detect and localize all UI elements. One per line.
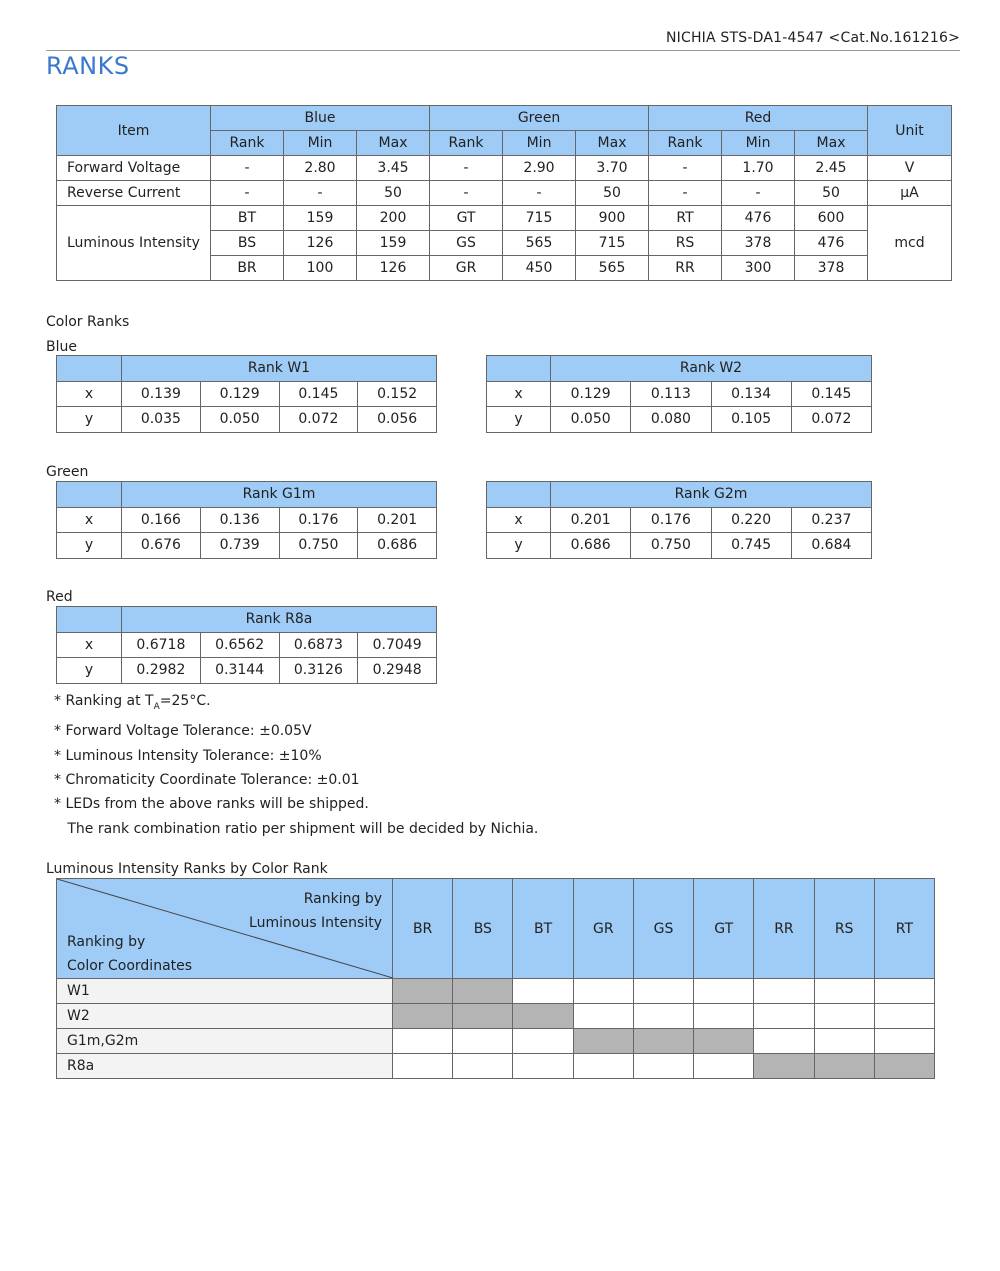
- table-cell: -: [503, 181, 576, 206]
- table-cell: BR: [211, 256, 284, 281]
- table-cell: 565: [576, 256, 649, 281]
- table-cell: -: [430, 181, 503, 206]
- table-cell: 0.145: [791, 381, 871, 407]
- table-cell: RS: [649, 231, 722, 256]
- table-cell: 0.134: [711, 381, 791, 407]
- unit-cell: V: [868, 156, 952, 181]
- note-item: * Luminous Intensity Tolerance: ±10%: [54, 747, 322, 764]
- empty-cell: [874, 1004, 934, 1029]
- column-header: RS: [814, 879, 874, 979]
- sub-header: Min: [284, 131, 357, 156]
- table-cell: 0.136: [200, 507, 279, 533]
- empty-cell: [874, 1029, 934, 1054]
- table-row: [57, 156, 952, 181]
- table-cell: 159: [284, 206, 357, 231]
- table-cell: 0.152: [358, 381, 437, 407]
- table-row: [57, 979, 935, 1004]
- rank-g2m-table: [486, 481, 872, 559]
- table-cell: 0.139: [122, 381, 201, 407]
- sub-header: Rank: [211, 131, 284, 156]
- column-header: GS: [633, 879, 693, 979]
- axis-label: x: [487, 381, 551, 407]
- table-cell: 50: [357, 181, 430, 206]
- table-cell: 3.45: [357, 156, 430, 181]
- axis-label: y: [57, 407, 122, 433]
- axis-label: y: [487, 407, 551, 433]
- axis-label: y: [57, 533, 122, 559]
- table-row: [487, 381, 872, 407]
- table-cell: 600: [795, 206, 868, 231]
- sub-header: Min: [503, 131, 576, 156]
- table-cell: RR: [649, 256, 722, 281]
- table-cell: 476: [722, 206, 795, 231]
- rank-g1m-table: [56, 481, 437, 559]
- table-cell: BT: [211, 206, 284, 231]
- table-row: [57, 1029, 935, 1054]
- column-header: BS: [453, 879, 513, 979]
- note-text: * Ranking at T: [54, 693, 154, 709]
- table-row: [57, 632, 437, 658]
- table-cell: 0.3126: [279, 658, 358, 684]
- table-cell: 0.080: [631, 407, 711, 433]
- table-cell: 0.6718: [122, 632, 201, 658]
- table-row: [57, 658, 437, 684]
- table-cell: 3.70: [576, 156, 649, 181]
- empty-cell: [393, 1054, 453, 1079]
- table-cell: -: [722, 181, 795, 206]
- lum-by-color-heading: Luminous Intensity Ranks by Color Rank: [46, 861, 328, 877]
- table-cell: 0.220: [711, 507, 791, 533]
- axis-label: y: [57, 658, 122, 684]
- unit-cell: μA: [868, 181, 952, 206]
- rank-title: Rank G1m: [122, 482, 437, 508]
- note-item: * LEDs from the above ranks will be shipped.: [54, 796, 369, 813]
- table-row: [487, 507, 872, 533]
- table-row: [57, 407, 437, 433]
- row-label: R8a: [57, 1054, 393, 1079]
- empty-cell: [633, 979, 693, 1004]
- table-cell: 100: [284, 256, 357, 281]
- table-cell: 0.2948: [358, 658, 437, 684]
- table-cell: 900: [576, 206, 649, 231]
- page-title: RANKS: [46, 52, 130, 80]
- table-row: [57, 533, 437, 559]
- green-group-header: Green: [430, 106, 649, 131]
- table-cell: 0.113: [631, 381, 711, 407]
- axis-label: x: [487, 507, 551, 533]
- column-header: GT: [694, 879, 754, 979]
- table-cell: 0.176: [631, 507, 711, 533]
- sub-header: Rank: [430, 131, 503, 156]
- table-cell: 2.80: [284, 156, 357, 181]
- empty-cell: [513, 1054, 573, 1079]
- color-ranks-heading: Color Ranks: [46, 314, 130, 330]
- table-cell: 0.129: [551, 381, 631, 407]
- empty-cell: [694, 979, 754, 1004]
- table-cell: GT: [430, 206, 503, 231]
- unit-cell: mcd: [868, 206, 952, 281]
- table-cell: 0.739: [200, 533, 279, 559]
- ranks-table: [56, 105, 952, 281]
- table-cell: 0.072: [791, 407, 871, 433]
- empty-cell: [754, 1004, 814, 1029]
- table-cell: 1.70: [722, 156, 795, 181]
- empty-cell: [814, 1004, 874, 1029]
- red-group-header: Red: [649, 106, 868, 131]
- table-row: [57, 381, 437, 407]
- table-row: [57, 1004, 935, 1029]
- table-cell: RT: [649, 206, 722, 231]
- table-row: [57, 507, 437, 533]
- item-header: Item: [57, 106, 211, 156]
- table-cell: 0.166: [122, 507, 201, 533]
- table-cell: 0.745: [711, 533, 791, 559]
- table-cell: 450: [503, 256, 576, 281]
- empty-cell: [513, 979, 573, 1004]
- table-cell: -: [430, 156, 503, 181]
- table-cell: 0.072: [279, 407, 358, 433]
- table-row: [487, 533, 872, 559]
- table-cell: 0.056: [358, 407, 437, 433]
- table-cell: 0.050: [200, 407, 279, 433]
- table-cell: 0.684: [791, 533, 871, 559]
- table-cell: 378: [795, 256, 868, 281]
- column-header: GR: [573, 879, 633, 979]
- table-cell: 715: [503, 206, 576, 231]
- table-cell: 476: [795, 231, 868, 256]
- table-cell: 0.145: [279, 381, 358, 407]
- corner-bottom-label: [67, 930, 192, 978]
- notes: [54, 689, 538, 841]
- column-header: BR: [393, 879, 453, 979]
- table-cell: 0.750: [631, 533, 711, 559]
- table-row: [487, 407, 872, 433]
- shaded-cell: [573, 1029, 633, 1054]
- empty-cell: [814, 1029, 874, 1054]
- corner-text: Color Coordinates: [67, 958, 193, 974]
- axis-label: y: [487, 533, 551, 559]
- table-cell: -: [284, 181, 357, 206]
- note-subscript: A: [153, 701, 160, 712]
- sub-header: Rank: [649, 131, 722, 156]
- empty-cell: [754, 979, 814, 1004]
- shaded-cell: [393, 979, 453, 1004]
- sub-header: Max: [357, 131, 430, 156]
- table-cell: BS: [211, 231, 284, 256]
- empty-cell: [814, 979, 874, 1004]
- table-cell: 0.7049: [358, 632, 437, 658]
- shaded-cell: [754, 1054, 814, 1079]
- note-item: * Chromaticity Coordinate Tolerance: ±0.01: [54, 772, 360, 789]
- note-item: * Forward Voltage Tolerance: ±0.05V: [54, 723, 312, 740]
- green-label: Green: [46, 464, 89, 480]
- table-cell: 126: [357, 256, 430, 281]
- table-row: [57, 181, 952, 206]
- rank-w1-table: [56, 355, 437, 433]
- shaded-cell: [874, 1054, 934, 1079]
- table-cell: GR: [430, 256, 503, 281]
- table-cell: -: [649, 156, 722, 181]
- row-label: W1: [57, 979, 393, 1004]
- empty-cell: [754, 1029, 814, 1054]
- empty-cell: [874, 979, 934, 1004]
- table-cell: 0.750: [279, 533, 358, 559]
- table-cell: GS: [430, 231, 503, 256]
- row-label: Forward Voltage: [57, 156, 211, 181]
- note-item: The rank combination ratio per shipment will be decided by Nichia.: [54, 820, 539, 837]
- empty-cell: [573, 979, 633, 1004]
- corner-top-label: [249, 887, 382, 935]
- red-label: Red: [46, 589, 73, 605]
- table-cell: 0.676: [122, 533, 201, 559]
- table-cell: 2.45: [795, 156, 868, 181]
- corner-text: Ranking by: [67, 934, 146, 950]
- table-cell: 0.201: [358, 507, 437, 533]
- sub-header: Max: [795, 131, 868, 156]
- table-cell: 0.2982: [122, 658, 201, 684]
- note-ranking: [54, 689, 538, 719]
- axis-label: x: [57, 381, 122, 407]
- row-label: Luminous Intensity: [57, 206, 211, 281]
- sub-header: Min: [722, 131, 795, 156]
- empty-cell: [453, 1029, 513, 1054]
- shaded-cell: [513, 1004, 573, 1029]
- empty-cell: [453, 1054, 513, 1079]
- rank-title: Rank G2m: [551, 482, 872, 508]
- axis-label: x: [57, 507, 122, 533]
- table-row: [57, 206, 952, 231]
- shaded-cell: [393, 1004, 453, 1029]
- document-id: NICHIA STS-DA1-4547 <Cat.No.161216>: [665, 30, 960, 46]
- empty-cell: [393, 1029, 453, 1054]
- rank-title: Rank W1: [122, 356, 437, 382]
- rank-w2-table: [486, 355, 872, 433]
- table-cell: -: [211, 156, 284, 181]
- table-cell: 0.6873: [279, 632, 358, 658]
- table-cell: -: [649, 181, 722, 206]
- lum-by-color-table: [56, 878, 935, 1079]
- table-cell: 0.201: [551, 507, 631, 533]
- shaded-cell: [453, 1004, 513, 1029]
- shaded-cell: [814, 1054, 874, 1079]
- table-cell: 0.176: [279, 507, 358, 533]
- table-cell: 126: [284, 231, 357, 256]
- table-cell: 159: [357, 231, 430, 256]
- empty-cell: [694, 1004, 754, 1029]
- column-header: RR: [754, 879, 814, 979]
- sub-header: Max: [576, 131, 649, 156]
- shaded-cell: [694, 1029, 754, 1054]
- document-header: [46, 30, 960, 51]
- empty-cell: [513, 1029, 573, 1054]
- table-cell: 0.035: [122, 407, 201, 433]
- shaded-cell: [633, 1029, 693, 1054]
- row-label: Reverse Current: [57, 181, 211, 206]
- blue-group-header: Blue: [211, 106, 430, 131]
- table-cell: 0.105: [711, 407, 791, 433]
- column-header: BT: [513, 879, 573, 979]
- table-cell: 0.129: [200, 381, 279, 407]
- empty-cell: [633, 1054, 693, 1079]
- column-header: RT: [874, 879, 934, 979]
- table-cell: 0.6562: [200, 632, 279, 658]
- table-cell: 50: [576, 181, 649, 206]
- table-cell: 50: [795, 181, 868, 206]
- table-cell: 0.686: [358, 533, 437, 559]
- row-label: G1m,G2m: [57, 1029, 393, 1054]
- axis-label: x: [57, 632, 122, 658]
- table-cell: 0.050: [551, 407, 631, 433]
- table-cell: 565: [503, 231, 576, 256]
- table-cell: 0.3144: [200, 658, 279, 684]
- rank-r8a-table: [56, 606, 437, 684]
- table-cell: -: [211, 181, 284, 206]
- rank-title: Rank W2: [551, 356, 872, 382]
- note-text: =25°C.: [159, 693, 211, 709]
- empty-cell: [573, 1004, 633, 1029]
- corner-text: Luminous Intensity: [249, 915, 382, 931]
- table-cell: 378: [722, 231, 795, 256]
- table-cell: 715: [576, 231, 649, 256]
- table-cell: 0.237: [791, 507, 871, 533]
- empty-cell: [633, 1004, 693, 1029]
- table-cell: 0.686: [551, 533, 631, 559]
- table-row: [57, 1054, 935, 1079]
- table-cell: 300: [722, 256, 795, 281]
- empty-cell: [573, 1054, 633, 1079]
- table-cell: 200: [357, 206, 430, 231]
- blue-label: Blue: [46, 339, 77, 355]
- shaded-cell: [453, 979, 513, 1004]
- row-label: W2: [57, 1004, 393, 1029]
- rank-title: Rank R8a: [122, 607, 437, 633]
- corner-text: Ranking by: [303, 891, 382, 907]
- corner-header: [57, 879, 393, 979]
- empty-cell: [694, 1054, 754, 1079]
- unit-header: Unit: [868, 106, 952, 156]
- table-cell: 2.90: [503, 156, 576, 181]
